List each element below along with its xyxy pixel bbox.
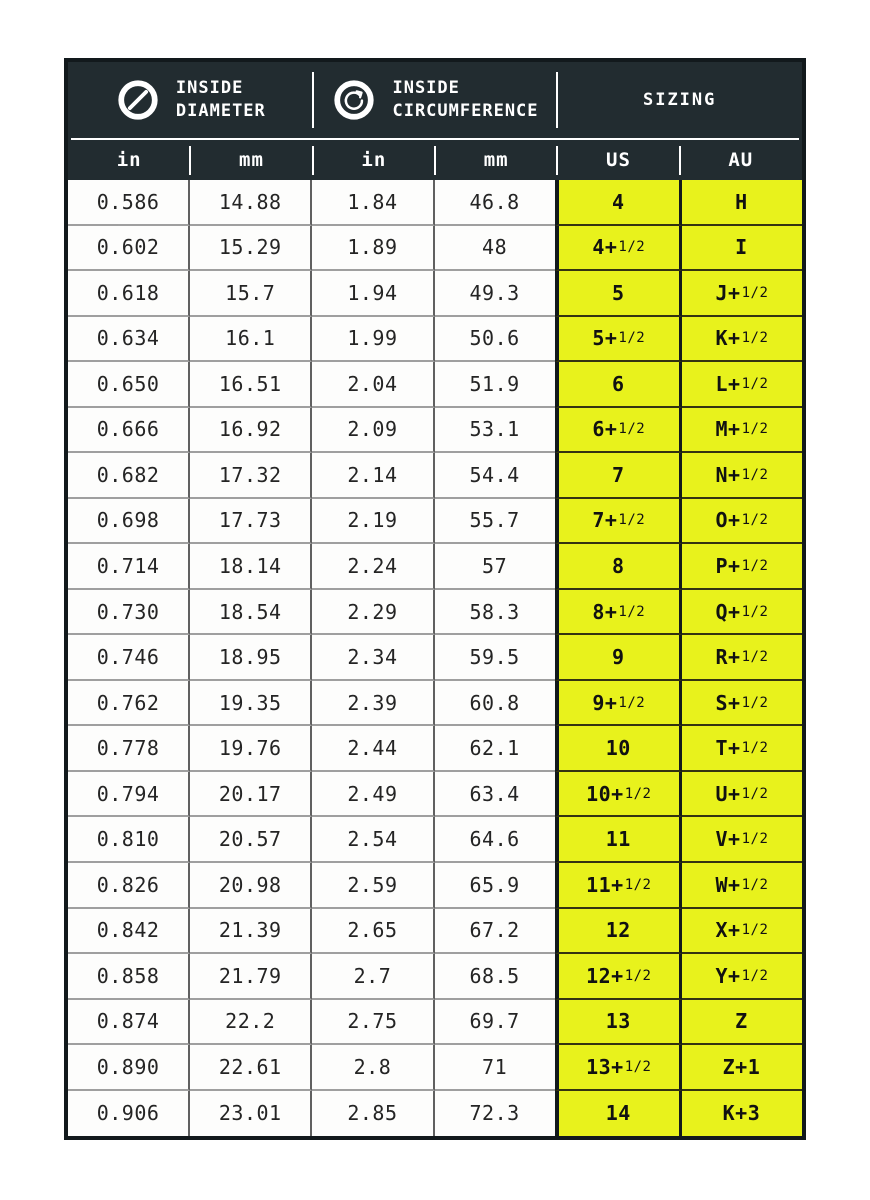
au-size-value: S+ — [715, 690, 741, 715]
cell-us-size — [555, 681, 682, 727]
table-row — [68, 544, 802, 590]
au-size-value: Z — [735, 1009, 748, 1034]
us-size-value: 8 — [612, 554, 625, 579]
us-size-value: 6+ — [592, 417, 618, 442]
au-size-fraction: 1/2 — [741, 466, 769, 483]
cell-circumference-mm: 62.1 — [435, 726, 555, 772]
cell-circumference-mm: 49.3 — [435, 271, 555, 317]
cell-circumference-in: 2.24 — [312, 544, 434, 590]
cell-au-size — [682, 1045, 802, 1091]
cell-circumference-in: 1.99 — [312, 317, 434, 363]
us-size-fraction: 1/2 — [618, 694, 646, 711]
cell-us-size — [555, 635, 682, 681]
cell-diameter-mm: 16.1 — [190, 317, 312, 363]
cell-circumference-in: 2.09 — [312, 408, 434, 454]
cell-us-size — [555, 362, 682, 408]
us-size-value: 10 — [605, 736, 631, 761]
cell-au-size — [682, 1091, 802, 1137]
cell-diameter-in: 0.602 — [68, 226, 190, 272]
cell-circumference-in: 2.19 — [312, 499, 434, 545]
cell-us-size — [555, 1091, 682, 1137]
cell-us-size — [555, 408, 682, 454]
cell-diameter-mm: 20.57 — [190, 817, 312, 863]
us-size-value: 12+ — [586, 963, 624, 988]
cell-au-size — [682, 408, 802, 454]
cell-us-size — [555, 453, 682, 499]
au-size-fraction: 1/2 — [741, 558, 769, 575]
au-size-value: H — [735, 189, 748, 214]
cell-diameter-in: 0.826 — [68, 863, 190, 909]
us-size-value: 4+ — [592, 235, 618, 260]
cell-diameter-mm: 21.39 — [190, 909, 312, 955]
us-size-fraction: 1/2 — [624, 876, 652, 893]
cell-us-size — [555, 180, 682, 226]
cell-circumference-in: 2.14 — [312, 453, 434, 499]
cell-au-size — [682, 1000, 802, 1046]
cell-circumference-mm: 57 — [435, 544, 555, 590]
cell-circumference-mm: 54.4 — [435, 453, 555, 499]
cell-us-size — [555, 271, 682, 317]
au-size-value: V+ — [715, 827, 741, 852]
column-header-row — [68, 140, 802, 180]
cell-us-size — [555, 317, 682, 363]
cell-diameter-in: 0.794 — [68, 772, 190, 818]
us-size-fraction: 1/2 — [618, 512, 646, 529]
cell-circumference-in: 2.29 — [312, 590, 434, 636]
column-header-diameter-in: in — [116, 149, 142, 171]
au-size-value: J+ — [715, 280, 741, 305]
cell-diameter-mm: 17.32 — [190, 453, 312, 499]
cell-diameter-mm: 16.92 — [190, 408, 312, 454]
cell-diameter-in: 0.682 — [68, 453, 190, 499]
cell-diameter-mm: 18.54 — [190, 590, 312, 636]
au-size-value: N+ — [715, 462, 741, 487]
cell-circumference-in: 2.65 — [312, 909, 434, 955]
au-size-fraction: 1/2 — [741, 603, 769, 620]
table-row — [68, 1000, 802, 1046]
us-size-fraction: 1/2 — [624, 785, 652, 802]
cell-au-size — [682, 635, 802, 681]
header-section-inside-diameter — [68, 62, 313, 138]
table-row — [68, 817, 802, 863]
au-size-fraction: 1/2 — [741, 785, 769, 802]
table-row — [68, 772, 802, 818]
us-size-fraction: 1/2 — [618, 603, 646, 620]
cell-diameter-in: 0.906 — [68, 1091, 190, 1137]
au-size-fraction: 1/2 — [741, 740, 769, 757]
table-row — [68, 362, 802, 408]
us-size-value: 5 — [612, 280, 625, 305]
au-size-value: T+ — [715, 736, 741, 761]
au-size-value: I — [735, 235, 748, 260]
cell-diameter-in: 0.634 — [68, 317, 190, 363]
cell-circumference-in: 2.8 — [312, 1045, 434, 1091]
au-size-fraction: 1/2 — [741, 284, 769, 301]
cell-circumference-in: 1.94 — [312, 271, 434, 317]
cell-au-size — [682, 180, 802, 226]
cell-us-size — [555, 499, 682, 545]
au-size-fraction: 1/2 — [741, 831, 769, 848]
ring-size-chart — [64, 58, 806, 1140]
cell-us-size — [555, 726, 682, 772]
table-row — [68, 681, 802, 727]
column-header-us: US — [557, 140, 679, 180]
us-size-value: 5+ — [592, 326, 618, 351]
cell-diameter-mm: 17.73 — [190, 499, 312, 545]
circumference-icon — [331, 77, 377, 123]
cell-diameter-mm: 15.29 — [190, 226, 312, 272]
header-title-inside-circumference — [392, 77, 538, 123]
cell-diameter-in: 0.842 — [68, 909, 190, 955]
table-row — [68, 271, 802, 317]
table-row — [68, 1091, 802, 1137]
cell-diameter-mm: 15.7 — [190, 271, 312, 317]
cell-diameter-in: 0.666 — [68, 408, 190, 454]
us-size-fraction: 1/2 — [618, 330, 646, 347]
cell-circumference-mm: 60.8 — [435, 681, 555, 727]
us-size-value: 11 — [605, 827, 631, 852]
au-size-fraction: 1/2 — [741, 876, 769, 893]
au-size-value: Q+ — [715, 599, 741, 624]
us-size-fraction: 1/2 — [624, 1058, 652, 1075]
au-size-fraction: 1/2 — [741, 330, 769, 347]
cell-diameter-mm: 22.2 — [190, 1000, 312, 1046]
cell-diameter-mm: 14.88 — [190, 180, 312, 226]
cell-diameter-mm: 22.61 — [190, 1045, 312, 1091]
cell-diameter-in: 0.810 — [68, 817, 190, 863]
cell-diameter-in: 0.586 — [68, 180, 190, 226]
cell-circumference-in: 2.39 — [312, 681, 434, 727]
cell-diameter-in: 0.890 — [68, 1045, 190, 1091]
cell-diameter-in: 0.730 — [68, 590, 190, 636]
cell-us-size — [555, 863, 682, 909]
cell-diameter-mm: 19.76 — [190, 726, 312, 772]
cell-diameter-in: 0.698 — [68, 499, 190, 545]
cell-circumference-mm: 72.3 — [435, 1091, 555, 1137]
us-size-value: 14 — [605, 1101, 631, 1126]
header-section-sizing — [557, 62, 802, 138]
table-row — [68, 317, 802, 363]
cell-au-size — [682, 590, 802, 636]
cell-circumference-in: 2.54 — [312, 817, 434, 863]
cell-diameter-mm: 18.95 — [190, 635, 312, 681]
cell-au-size — [682, 362, 802, 408]
cell-diameter-in: 0.762 — [68, 681, 190, 727]
cell-au-size — [682, 226, 802, 272]
cell-diameter-mm: 19.35 — [190, 681, 312, 727]
header-title-line1: INSIDE — [175, 78, 244, 99]
cell-au-size — [682, 772, 802, 818]
au-size-value: L+ — [715, 371, 741, 396]
table-header — [68, 62, 802, 138]
cell-circumference-mm: 59.5 — [435, 635, 555, 681]
us-size-value: 9 — [612, 645, 625, 670]
cell-diameter-in: 0.858 — [68, 954, 190, 1000]
au-size-value: U+ — [715, 781, 741, 806]
cell-au-size — [682, 681, 802, 727]
header-title-sizing: SIZING — [642, 90, 717, 110]
au-size-value: K+3 — [722, 1101, 761, 1126]
cell-circumference-in: 2.7 — [312, 954, 434, 1000]
us-size-value: 8+ — [592, 599, 618, 624]
au-size-fraction: 1/2 — [741, 421, 769, 438]
cell-us-size — [555, 954, 682, 1000]
au-size-value: M+ — [715, 417, 741, 442]
au-size-value: P+ — [715, 554, 741, 579]
au-size-value: R+ — [715, 645, 741, 670]
cell-diameter-in: 0.650 — [68, 362, 190, 408]
cell-circumference-in: 1.89 — [312, 226, 434, 272]
cell-us-size — [555, 909, 682, 955]
cell-au-size — [682, 909, 802, 955]
au-size-value: O+ — [715, 508, 741, 533]
cell-diameter-in: 0.746 — [68, 635, 190, 681]
table-row — [68, 635, 802, 681]
cell-circumference-in: 2.85 — [312, 1091, 434, 1137]
cell-au-size — [682, 544, 802, 590]
cell-circumference-mm: 65.9 — [435, 863, 555, 909]
table-row — [68, 726, 802, 772]
us-size-value: 10+ — [586, 781, 624, 806]
us-size-fraction: 1/2 — [618, 239, 646, 256]
cell-circumference-in: 2.49 — [312, 772, 434, 818]
au-size-value: X+ — [715, 918, 741, 943]
cell-diameter-in: 0.778 — [68, 726, 190, 772]
diameter-icon — [115, 77, 161, 123]
cell-circumference-mm: 53.1 — [435, 408, 555, 454]
cell-diameter-mm: 18.14 — [190, 544, 312, 590]
column-header-circumference-mm: mm — [435, 140, 557, 180]
au-size-value: K+ — [715, 326, 741, 351]
cell-circumference-mm: 48 — [435, 226, 555, 272]
cell-circumference-in: 2.34 — [312, 635, 434, 681]
cell-diameter-mm: 20.98 — [190, 863, 312, 909]
table-row — [68, 954, 802, 1000]
au-size-value: W+ — [715, 872, 741, 897]
cell-us-size — [555, 1045, 682, 1091]
au-size-value: Y+ — [715, 963, 741, 988]
cell-circumference-in: 2.75 — [312, 1000, 434, 1046]
cell-circumference-mm: 46.8 — [435, 180, 555, 226]
cell-circumference-in: 2.59 — [312, 863, 434, 909]
header-title-line2: DIAMETER — [175, 101, 266, 121]
au-size-fraction: 1/2 — [741, 375, 769, 392]
cell-circumference-in: 2.04 — [312, 362, 434, 408]
header-title-inside-diameter — [176, 77, 266, 123]
cell-circumference-mm: 67.2 — [435, 909, 555, 955]
table-row — [68, 408, 802, 454]
cell-circumference-mm: 63.4 — [435, 772, 555, 818]
us-size-value: 7+ — [592, 508, 618, 533]
header-section-inside-circumference — [313, 62, 558, 138]
cell-au-size — [682, 499, 802, 545]
us-size-fraction: 1/2 — [618, 421, 646, 438]
cell-circumference-mm: 69.7 — [435, 1000, 555, 1046]
cell-au-size — [682, 726, 802, 772]
cell-circumference-mm: 51.9 — [435, 362, 555, 408]
us-size-value: 12 — [605, 918, 631, 943]
us-size-value: 11+ — [586, 872, 624, 897]
us-size-value: 7 — [612, 462, 625, 487]
cell-us-size — [555, 1000, 682, 1046]
header-title-line2: CIRCUMFERENCE — [392, 101, 539, 121]
au-size-fraction: 1/2 — [741, 512, 769, 529]
cell-circumference-mm: 71 — [435, 1045, 555, 1091]
column-header-au: AU — [680, 140, 802, 180]
us-size-value: 6 — [612, 371, 625, 396]
cell-us-size — [555, 590, 682, 636]
us-size-value: 13+ — [586, 1054, 624, 1079]
cell-circumference-mm: 68.5 — [435, 954, 555, 1000]
table-row — [68, 453, 802, 499]
column-header-diameter-mm: mm — [190, 140, 312, 180]
us-size-value: 9+ — [592, 690, 618, 715]
cell-diameter-in: 0.874 — [68, 1000, 190, 1046]
cell-diameter-mm: 16.51 — [190, 362, 312, 408]
au-size-fraction: 1/2 — [741, 922, 769, 939]
cell-us-size — [555, 772, 682, 818]
table-row — [68, 863, 802, 909]
cell-diameter-in: 0.618 — [68, 271, 190, 317]
cell-au-size — [682, 817, 802, 863]
table-body — [68, 180, 802, 1136]
us-size-value: 4 — [612, 189, 625, 214]
au-size-fraction: 1/2 — [741, 649, 769, 666]
cell-us-size — [555, 544, 682, 590]
cell-au-size — [682, 317, 802, 363]
cell-au-size — [682, 863, 802, 909]
table-row — [68, 590, 802, 636]
column-header-circumference-in: in — [313, 140, 435, 180]
cell-au-size — [682, 453, 802, 499]
cell-au-size — [682, 954, 802, 1000]
table-row — [68, 909, 802, 955]
header-title-line1: INSIDE — [392, 78, 460, 99]
table-row — [68, 180, 802, 226]
cell-circumference-mm: 50.6 — [435, 317, 555, 363]
cell-us-size — [555, 817, 682, 863]
au-size-value: Z+1 — [722, 1054, 761, 1079]
cell-us-size — [555, 226, 682, 272]
au-size-fraction: 1/2 — [741, 967, 769, 984]
cell-circumference-mm: 58.3 — [435, 590, 555, 636]
us-size-value: 13 — [605, 1009, 631, 1034]
cell-diameter-in: 0.714 — [68, 544, 190, 590]
table-row — [68, 1045, 802, 1091]
cell-diameter-mm: 21.79 — [190, 954, 312, 1000]
cell-circumference-in: 2.44 — [312, 726, 434, 772]
cell-circumference-in: 1.84 — [312, 180, 434, 226]
au-size-fraction: 1/2 — [741, 694, 769, 711]
cell-diameter-mm: 20.17 — [190, 772, 312, 818]
cell-diameter-mm: 23.01 — [190, 1091, 312, 1137]
cell-circumference-mm: 64.6 — [435, 817, 555, 863]
table-row — [68, 226, 802, 272]
cell-circumference-mm: 55.7 — [435, 499, 555, 545]
table-row — [68, 499, 802, 545]
us-size-fraction: 1/2 — [624, 967, 652, 984]
cell-au-size — [682, 271, 802, 317]
